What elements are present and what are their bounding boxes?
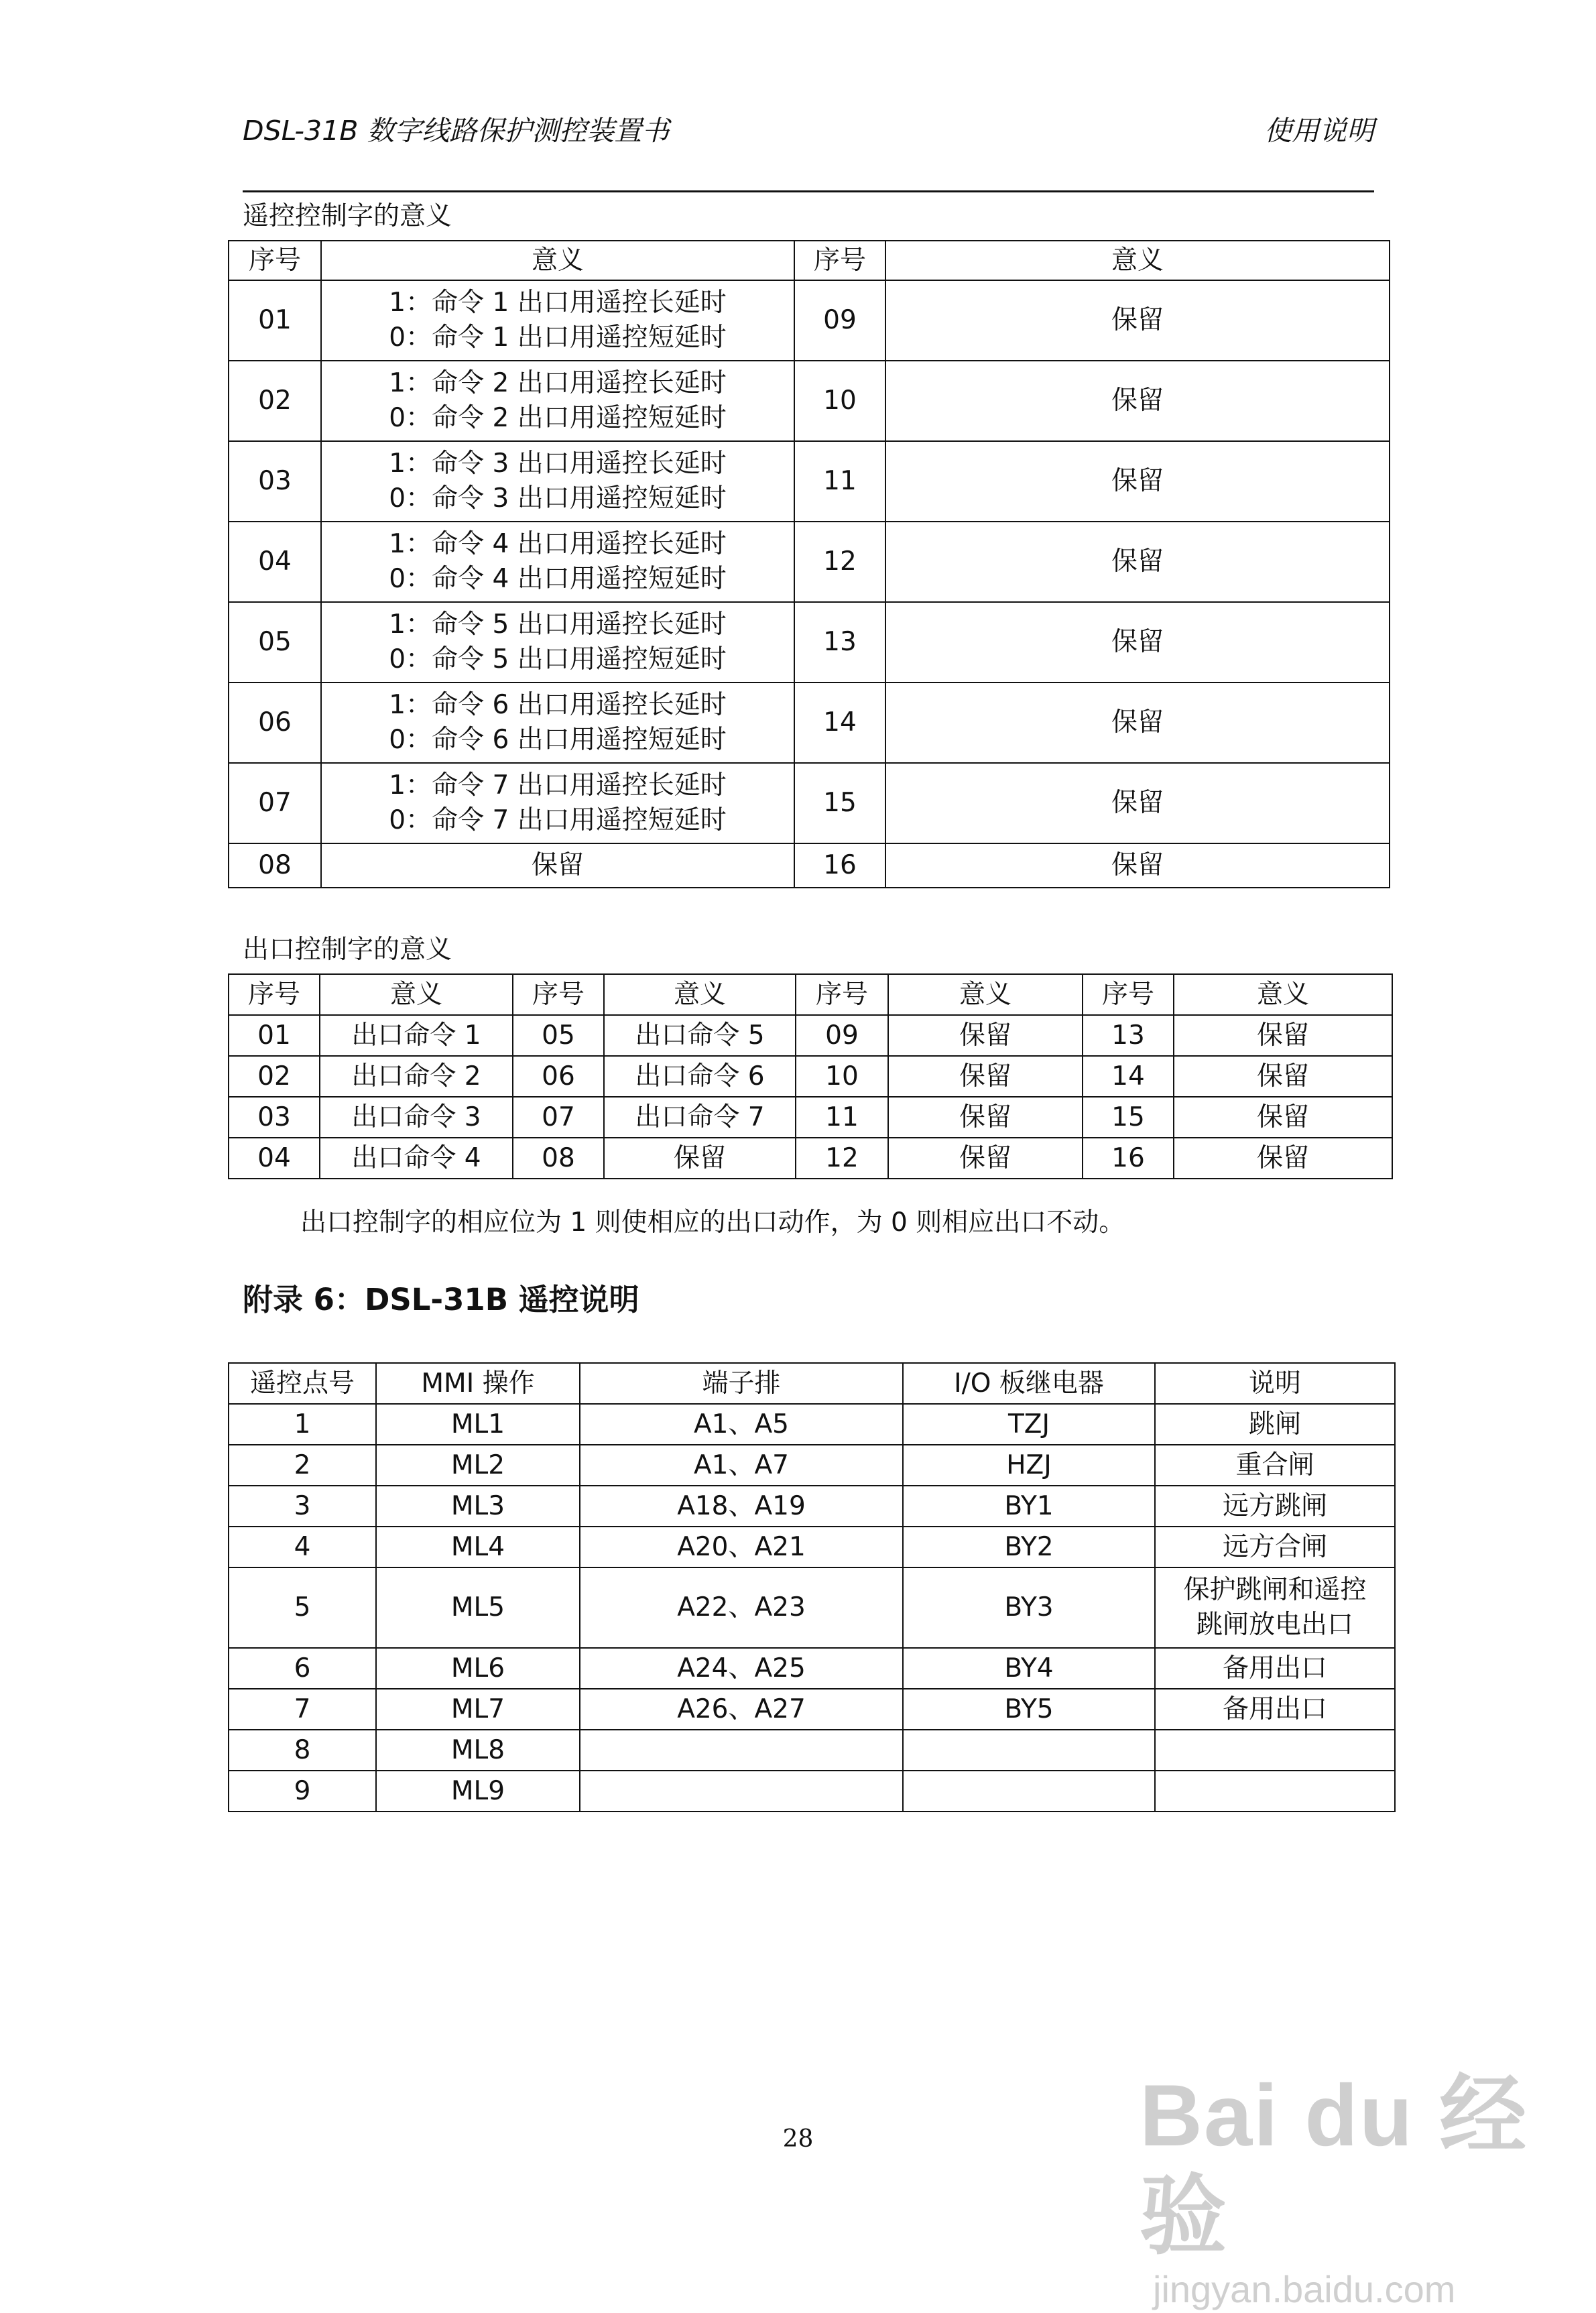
meaning-cell: 保留 — [885, 683, 1390, 763]
table-cell: 14 — [1083, 1056, 1174, 1097]
meaning-line: 1：命令 2 出口用遥控长延时 — [389, 368, 727, 398]
table-cell: 4 — [229, 1527, 376, 1567]
output-control-caption: 出口控制字的意义 — [243, 935, 452, 965]
header-cell: 遥控点号 — [229, 1363, 376, 1404]
meaning-line: 1：命令 4 出口用遥控长延时 — [389, 529, 727, 559]
table-cell: 5 — [229, 1567, 376, 1648]
seq-cell: 12 — [794, 522, 885, 602]
seq-cell: 10 — [794, 361, 885, 441]
meaning-cell: 保留 — [885, 763, 1390, 843]
table-cell: ML1 — [376, 1404, 580, 1445]
table-cell — [903, 1771, 1155, 1812]
table-row — [229, 843, 1390, 888]
meaning-cell — [321, 280, 794, 361]
meaning-line: 0：命令 1 出口用遥控短延时 — [389, 322, 727, 353]
table-cell: BY3 — [903, 1567, 1155, 1648]
table-header-row — [229, 241, 1390, 280]
meaning-cell: 保留 — [885, 602, 1390, 683]
header-cell: I/O 板继电器 — [903, 1363, 1155, 1404]
table-row — [229, 361, 1390, 441]
table-cell: 16 — [1083, 1138, 1174, 1179]
table-cell: 12 — [796, 1138, 888, 1179]
seq-cell: 04 — [229, 522, 321, 602]
table-row — [229, 1567, 1395, 1648]
meaning-line: 0：命令 2 出口用遥控短延时 — [389, 403, 727, 433]
table-cell: 1 — [229, 1404, 376, 1445]
table-cell: 出口命令 4 — [320, 1138, 513, 1179]
table-cell — [903, 1730, 1155, 1771]
table-cell: ML5 — [376, 1567, 580, 1648]
header-cell: MMI 操作 — [376, 1363, 580, 1404]
table-row — [229, 1138, 1392, 1179]
seq-cell: 01 — [229, 280, 321, 361]
table-cell: 保留 — [1174, 1138, 1392, 1179]
table-cell: 06 — [513, 1056, 604, 1097]
table-cell: 远方合闸 — [1155, 1527, 1395, 1567]
table-cell: ML8 — [376, 1730, 580, 1771]
table-row — [229, 1015, 1392, 1056]
table-cell: A26、A27 — [580, 1689, 903, 1730]
header-cell: 意义 — [321, 241, 794, 280]
table-row — [229, 602, 1390, 683]
table-cell: 保留 — [1174, 1056, 1392, 1097]
output-control-word-table — [228, 973, 1393, 1179]
header-cell: 端子排 — [580, 1363, 903, 1404]
header-cell: 序号 — [229, 974, 320, 1015]
meaning-line: 0：命令 3 出口用遥控短延时 — [389, 483, 727, 514]
table-cell — [1155, 1567, 1395, 1648]
baidu-jingyan-watermark — [1140, 2065, 1555, 2310]
seq-cell: 07 — [229, 763, 321, 843]
table-cell: 9 — [229, 1771, 376, 1812]
meaning-cell: 保留 — [885, 280, 1390, 361]
table-cell: A24、A25 — [580, 1648, 903, 1689]
table-cell: 保留 — [1174, 1015, 1392, 1056]
table-row — [229, 1445, 1395, 1486]
remote-control-word-table — [228, 240, 1390, 888]
table-row — [229, 1527, 1395, 1567]
table-cell: 出口命令 1 — [320, 1015, 513, 1056]
table-cell: 保留 — [1174, 1097, 1392, 1138]
table-cell: 7 — [229, 1689, 376, 1730]
table-cell: BY5 — [903, 1689, 1155, 1730]
header-cell: 意义 — [1174, 974, 1392, 1015]
seq-cell: 13 — [794, 602, 885, 683]
seq-cell: 16 — [794, 843, 885, 888]
table-cell: A1、A7 — [580, 1445, 903, 1486]
meaning-line: 1：命令 3 出口用遥控长延时 — [389, 449, 727, 479]
table-cell: 6 — [229, 1648, 376, 1689]
table-cell: A18、A19 — [580, 1486, 903, 1527]
table-header-row — [229, 974, 1392, 1015]
meaning-line: 1：命令 6 出口用遥控长延时 — [389, 690, 727, 720]
meaning-cell: 保留 — [885, 361, 1390, 441]
table-cell: 11 — [796, 1097, 888, 1138]
meaning-cell — [321, 602, 794, 683]
table-cell: 出口命令 2 — [320, 1056, 513, 1097]
table-row — [229, 1648, 1395, 1689]
table-header-row — [229, 1363, 1395, 1404]
table-cell: BY4 — [903, 1648, 1155, 1689]
seq-cell: 15 — [794, 763, 885, 843]
table-cell: A22、A23 — [580, 1567, 903, 1648]
table-cell: ML3 — [376, 1486, 580, 1527]
table-row — [229, 1771, 1395, 1812]
page-number: 28 — [782, 2125, 814, 2153]
table-row — [229, 1404, 1395, 1445]
seq-cell: 05 — [229, 602, 321, 683]
table-cell: BY2 — [903, 1527, 1155, 1567]
header-cell: 序号 — [1083, 974, 1174, 1015]
table-cell: 跳闸 — [1155, 1404, 1395, 1445]
meaning-line: 1：命令 5 出口用遥控长延时 — [389, 609, 727, 640]
table-cell: 10 — [796, 1056, 888, 1097]
table-cell: A20、A21 — [580, 1527, 903, 1567]
header-cell: 序号 — [796, 974, 888, 1015]
remote-control-caption: 遥控控制字的意义 — [243, 201, 452, 231]
table-cell: 02 — [229, 1056, 320, 1097]
meaning-cell: 保留 — [885, 843, 1390, 888]
table-row — [229, 441, 1390, 522]
seq-cell: 03 — [229, 441, 321, 522]
table-cell: ML9 — [376, 1771, 580, 1812]
seq-cell: 09 — [794, 280, 885, 361]
table-cell: 备用出口 — [1155, 1648, 1395, 1689]
table-cell: TZJ — [903, 1404, 1155, 1445]
table-row — [229, 1730, 1395, 1771]
seq-cell: 14 — [794, 683, 885, 763]
document-type: 使用说明 — [1264, 115, 1374, 147]
table-cell: 04 — [229, 1138, 320, 1179]
table-row — [229, 1056, 1392, 1097]
meaning-line: 1：命令 1 出口用遥控长延时 — [389, 288, 727, 318]
table-cell: 2 — [229, 1445, 376, 1486]
table-cell — [1155, 1771, 1395, 1812]
header-cell: 意义 — [885, 241, 1390, 280]
meaning-cell — [321, 361, 794, 441]
table-cell: 保留 — [604, 1138, 796, 1179]
meaning-line: 0：命令 7 出口用遥控短延时 — [389, 805, 727, 835]
table-cell — [1155, 1730, 1395, 1771]
meaning-cell: 保留 — [885, 441, 1390, 522]
table-cell — [580, 1771, 903, 1812]
table-cell: BY1 — [903, 1486, 1155, 1527]
table-cell: 出口命令 3 — [320, 1097, 513, 1138]
table-row — [229, 1097, 1392, 1138]
table-cell: 备用出口 — [1155, 1689, 1395, 1730]
header-cell: 序号 — [794, 241, 885, 280]
header-rule — [243, 190, 1374, 192]
table-cell — [580, 1730, 903, 1771]
table-cell: 保留 — [888, 1015, 1083, 1056]
table-cell: ML7 — [376, 1689, 580, 1730]
table-cell: 07 — [513, 1097, 604, 1138]
table-cell: HZJ — [903, 1445, 1155, 1486]
table-cell: 08 — [513, 1138, 604, 1179]
table-row — [229, 522, 1390, 602]
table-row — [229, 683, 1390, 763]
meaning-line: 0：命令 6 出口用遥控短延时 — [389, 725, 727, 755]
table-row — [229, 763, 1390, 843]
table-cell: 出口命令 6 — [604, 1056, 796, 1097]
table-cell: 保留 — [888, 1138, 1083, 1179]
remote-control-table — [228, 1362, 1396, 1812]
header-cell: 序号 — [229, 241, 321, 280]
table-cell: 01 — [229, 1015, 320, 1056]
table-cell: 15 — [1083, 1097, 1174, 1138]
table-cell: ML2 — [376, 1445, 580, 1486]
meaning-line: 0：命令 4 出口用遥控短延时 — [389, 564, 727, 594]
table-cell: 重合闸 — [1155, 1445, 1395, 1486]
table-cell: 8 — [229, 1730, 376, 1771]
table-row — [229, 280, 1390, 361]
table-cell: 远方跳闸 — [1155, 1486, 1395, 1527]
table-row — [229, 1689, 1395, 1730]
meaning-cell — [321, 522, 794, 602]
table-cell: 03 — [229, 1097, 320, 1138]
header-cell: 意义 — [888, 974, 1083, 1015]
watermark-logo: Bai du 经验 — [1140, 2066, 1528, 2265]
table-cell: 出口命令 5 — [604, 1015, 796, 1056]
table-cell: 09 — [796, 1015, 888, 1056]
table-cell: 保留 — [888, 1056, 1083, 1097]
table-cell: 出口命令 7 — [604, 1097, 796, 1138]
table-cell: ML6 — [376, 1648, 580, 1689]
description-line: 保护跳闸和遥控 — [1183, 1575, 1367, 1605]
document-title: DSL-31B 数字线路保护测控装置书 — [243, 115, 670, 147]
meaning-cell: 保留 — [885, 522, 1390, 602]
meaning-cell — [321, 763, 794, 843]
watermark-url: jingyan.baidu.com — [1153, 2268, 1456, 2310]
table-cell: 3 — [229, 1486, 376, 1527]
meaning-cell: 保留 — [321, 843, 794, 888]
table-cell: 保留 — [888, 1097, 1083, 1138]
meaning-cell — [321, 683, 794, 763]
table-cell: A1、A5 — [580, 1404, 903, 1445]
header-cell: 意义 — [320, 974, 513, 1015]
header-cell: 说明 — [1155, 1363, 1395, 1404]
seq-cell: 11 — [794, 441, 885, 522]
table-cell: ML4 — [376, 1527, 580, 1567]
meaning-line: 0：命令 5 出口用遥控短延时 — [389, 644, 727, 674]
seq-cell: 06 — [229, 683, 321, 763]
seq-cell: 08 — [229, 843, 321, 888]
meaning-cell — [321, 441, 794, 522]
section-title: 附录 6：DSL-31B 遥控说明 — [243, 1282, 639, 1317]
table-row — [229, 1486, 1395, 1527]
table-cell: 13 — [1083, 1015, 1174, 1056]
description-line: 跳闸放电出口 — [1196, 1610, 1353, 1640]
header-cell: 序号 — [513, 974, 604, 1015]
meaning-line: 1：命令 7 出口用遥控长延时 — [389, 770, 727, 800]
output-control-note: 出口控制字的相应位为 1 则使相应的出口动作，为 0 则相应出口不动。 — [300, 1207, 1125, 1238]
header-cell: 意义 — [604, 974, 796, 1015]
seq-cell: 02 — [229, 361, 321, 441]
table-cell: 05 — [513, 1015, 604, 1056]
